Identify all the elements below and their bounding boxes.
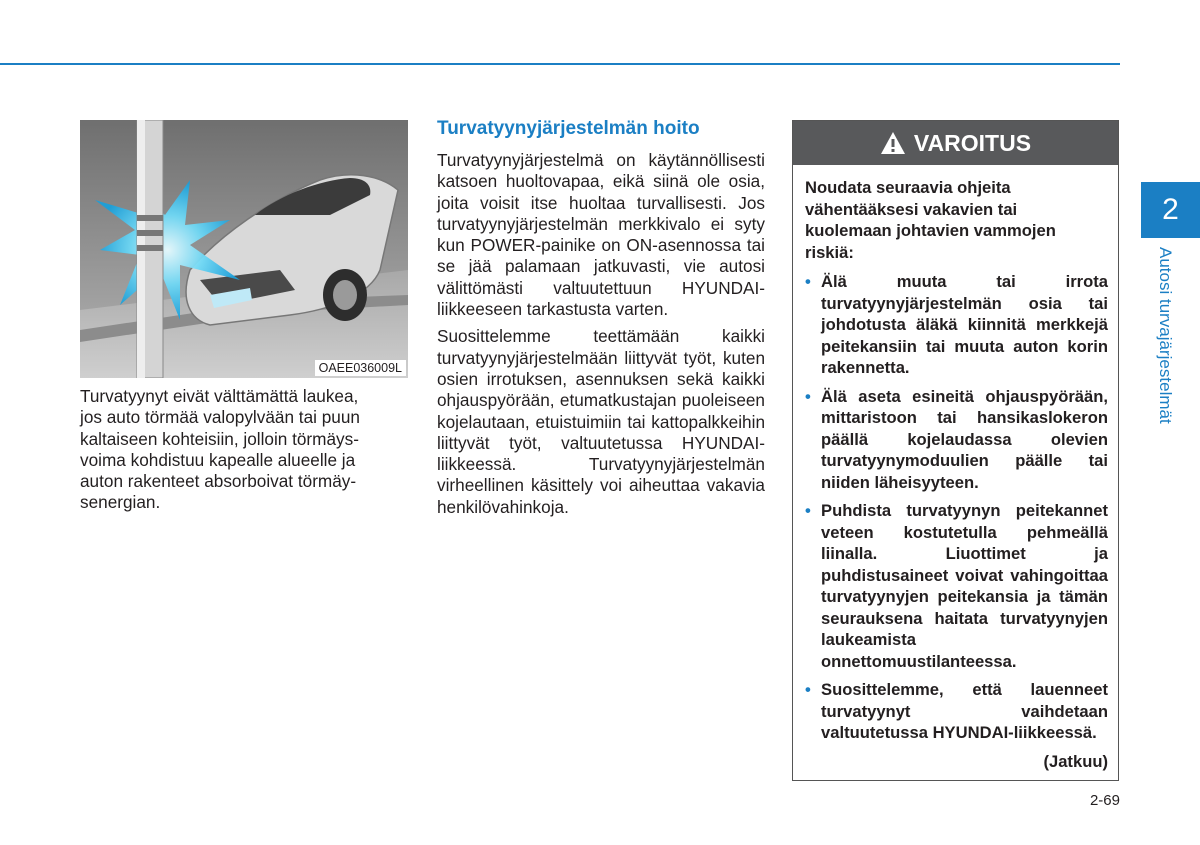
warning-intro: Noudata seuraavia ohjeita vähentääksesi vakavien tai kuolemaan johtavien vammojen riskiä: (805, 178, 1056, 262)
body-paragraph: Suosittelemme teettämään kaikki turvatyynyjärjestelmään liittyvät työt, kuten osien irrotuksen, asennuksen sekä kaikki ohjauspyörään, etumatkustajan puoleiseen kojelautaan, etuistuimiin tai kattopalkkeihin liittyvät työt, valtuutetussa HYUNDAI-liikkeessä. Turvatyynyjärjestelmän virheellinen käsittely voi aiheuttaa vakavia henkilövahinkoja. (437, 326, 765, 517)
top-rule (0, 63, 1120, 65)
page-number: 2-69 (1089, 792, 1120, 809)
warning-triangle-icon (880, 131, 906, 155)
body-paragraph: Turvatyynyjärjestelmä on käytännöllisesti katsoen huoltovapaa, eikä siinä ole osia, joita voisit itse huoltaa turvallisesti. Jos turvatyynyjärjestelmän merkkivalo ei syty kun POWER-painike on ON-asennossa tai se jää palamaan jatkuvasti, vie autosi välittömästi valtuutettuun HYUNDAI-liikkeeseen tarkastusta varten. (437, 150, 765, 320)
warning-list (805, 271, 1108, 744)
warning-item (805, 679, 1108, 744)
caption-line: voima kohdistuu kapealle alueelle ja (80, 449, 356, 470)
car-hitting-pole-image (80, 120, 408, 378)
chapter-label (1155, 247, 1173, 447)
section-heading: Turvatyynyjärjestelmän hoito (437, 118, 700, 139)
warning-header (793, 121, 1118, 165)
section-body (437, 150, 765, 524)
warning-item-text: Älä aseta esineitä ohjauspyörään, mittaristoon tai hansikaslokeron päällä kojelaudassa olevien turvatyynymoduulien päälle tai niiden läheisyyteen. (821, 386, 1108, 492)
caption-line: jos auto törmää valopylvään tai puun (80, 407, 360, 428)
warning-item (805, 500, 1108, 672)
caption-line: auton rakenteet absorboivat törmäy- (80, 471, 357, 492)
crash-illustration (80, 120, 408, 378)
figure-code: OAEE036009L (315, 360, 406, 376)
bullet-icon: • (805, 386, 811, 406)
figure-caption (80, 386, 408, 514)
warning-title: VAROITUS (913, 129, 1032, 156)
caption-line: Turvatyynyt eivät välttämättä laukea, (80, 386, 359, 406)
warning-item-text: Puhdista turvatyynyn peitekannet veteen kostutetulla pehmeällä liinalla. Liuottimet ja puhdistusaineet voivat vahingoittaa turvatyynyjen peitekansia ja tämän seurauksena haitata turvatyynyjen laukeamista onnettomuustilanteessa. (821, 501, 1108, 671)
chapter-label-text: Autosi turvajärjestelmät (1156, 247, 1175, 424)
warning-item-text: Suosittelemme, että lauenneet turvatyynyt vaihdetaan valtuutetussa HYUNDAI-liikkeessä. (821, 680, 1108, 742)
warning-item (805, 386, 1108, 494)
bullet-icon: • (805, 680, 811, 699)
warning-body (793, 165, 1118, 772)
bullet-icon: • (805, 501, 811, 520)
warning-item (805, 271, 1108, 379)
bullet-icon: • (805, 272, 811, 291)
chapter-tab: 2 (1141, 182, 1200, 238)
warning-box (792, 120, 1119, 781)
continued-label: (Jatkuu) (1043, 751, 1108, 771)
caption-line: senergian. (80, 492, 161, 513)
caption-line: kaltaiseen kohteisiin, jolloin törmäys- (80, 428, 359, 449)
warning-item-text: Älä muuta tai irrota turvatyynyjärjestelmän osia tai johdotusta äläkä kiinnitä merkkejä peitekansiin tai muuta auton korin rakennetta. (821, 272, 1108, 377)
